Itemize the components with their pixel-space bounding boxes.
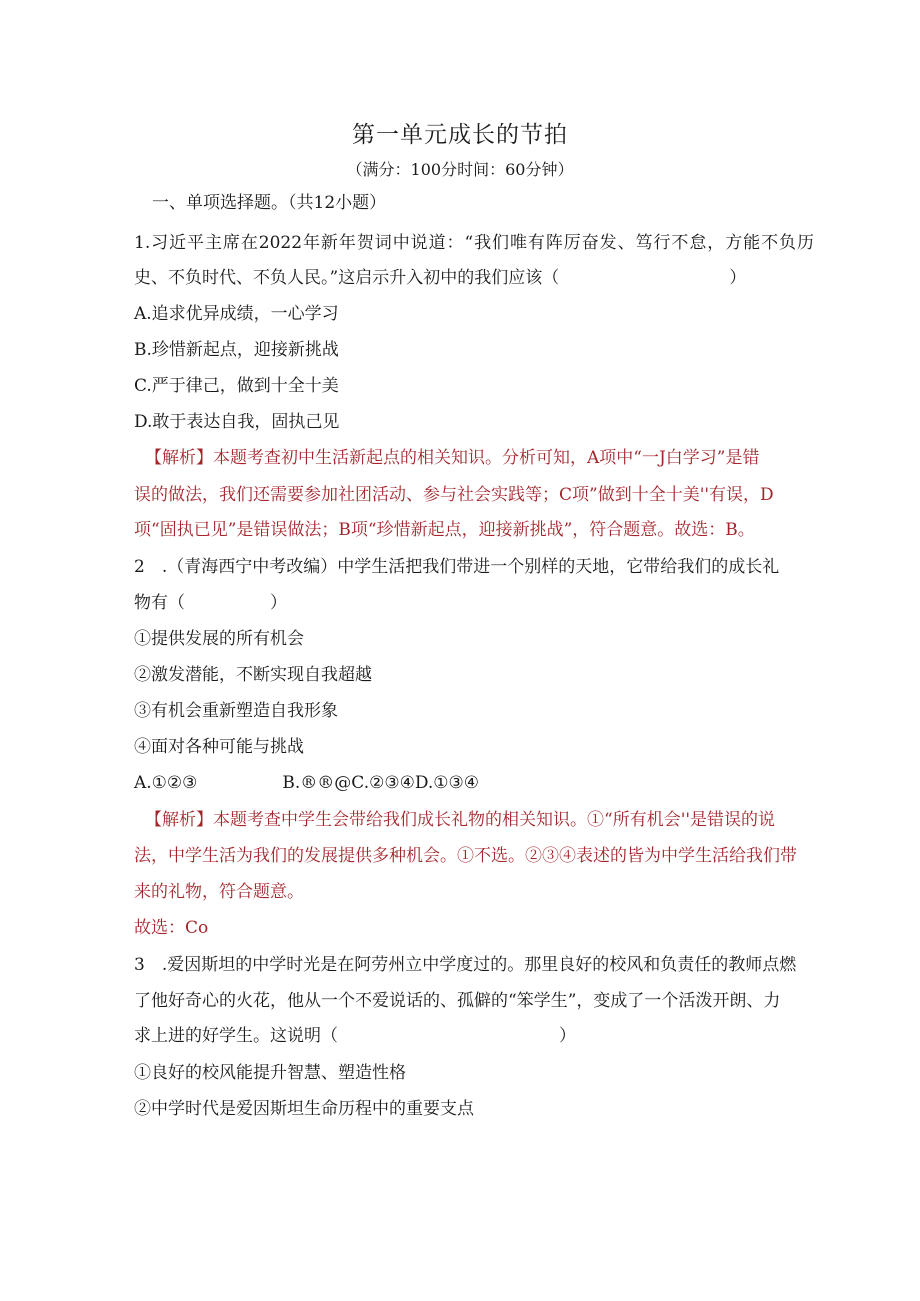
q3-stem-line2: 了他好奇心的火花，他从一个不爱说话的、孤僻的“笨学生”，变成了一个活泼开朗、力 (134, 991, 781, 1011)
q2-analysis-line1 (145, 809, 814, 831)
q1-analysis-line3: 项“固执已见”是错误做法；B项“珍惜新起点，迎接新挑战”，符合题意。故选：B。 (134, 520, 755, 540)
q1-option-b: B.珍惜新起点，迎接新挑战 (134, 340, 339, 360)
q1-option-a: A.追求优异成绩，一心学习 (134, 304, 339, 324)
page-subtitle: （满分：100分时间：60分钟） (346, 160, 574, 179)
q1-stem-line2: 史、不负时代、不负人民。”这启示升入初中的我们应该（ ） (134, 268, 747, 288)
q3-item-2: ②中学时代是爱因斯坦生命历程中的重要支点 (134, 1099, 474, 1119)
q2-analysis-line2: 法，中学生活为我们的发展提供多种机会。①不选。②③④表述的皆为中学生活给我们带 (134, 846, 797, 866)
q2-item-4: ④面对各种可能与挑战 (134, 737, 304, 757)
q2-stem-line2: 物有（ ） (134, 593, 287, 613)
section-heading: 一、单项选择题。（共12小题） (152, 193, 387, 213)
q1-stem-line1: 1.习近平主席在2022年新年贺词中说道：“我们唯有阵厉奋发、笃行不怠，方能不负历 (134, 233, 814, 253)
q2-analysis-line3: 来的礼物，符合题意。 (134, 882, 304, 902)
q3-stem-line1: 3 .爱因斯坦的中学时光是在阿劳州立中学度过的。那里良好的校风和负责任的教师点燃 (134, 955, 797, 975)
q1-option-c: C.严于律己，做到十全十美 (134, 376, 339, 396)
q1-analysis-line1 (145, 447, 814, 469)
q1-analysis-text: 本题考查初中生活新起点的相关知识。分析可知，A项中“一J白学习”是错 (213, 448, 760, 468)
page-title: 第一单元成长的节拍 (352, 122, 568, 148)
q2-options: A.①②③ B.®®@C.②③④D.①③④ (134, 773, 479, 793)
q2-stem-line1: 2 .（青海西宁中考改编）中学生活把我们带进一个别样的天地，它带给我们的成长礼 (134, 557, 780, 577)
q3-item-1: ①良好的校风能提升智慧、塑造性格 (134, 1063, 406, 1083)
q1-option-d: D.敢于表达自我，固执己见 (134, 412, 340, 432)
q2-answer: 故选：Co (134, 918, 209, 938)
q2-item-1: ①提供发展的所有机会 (134, 629, 304, 649)
q2-analysis-text: 本题考查中学生会带给我们成长礼物的相关知识。①“所有机会''是错误的说 (213, 810, 776, 830)
q2-item-3: ③有机会重新塑造自我形象 (134, 701, 338, 721)
analysis-tag: 【解析】 (145, 448, 213, 468)
q1-analysis-line2: 误的做法，我们还需要参加社团活动、参与社会实践等；C项”做到十全十美''有误，D (134, 485, 774, 505)
analysis-tag: 【解析】 (145, 810, 213, 830)
q2-item-2: ②激发潜能，不断实现自我超越 (134, 665, 372, 685)
q3-stem-line3: 求上进的好学生。这说明（ ） (134, 1026, 576, 1046)
